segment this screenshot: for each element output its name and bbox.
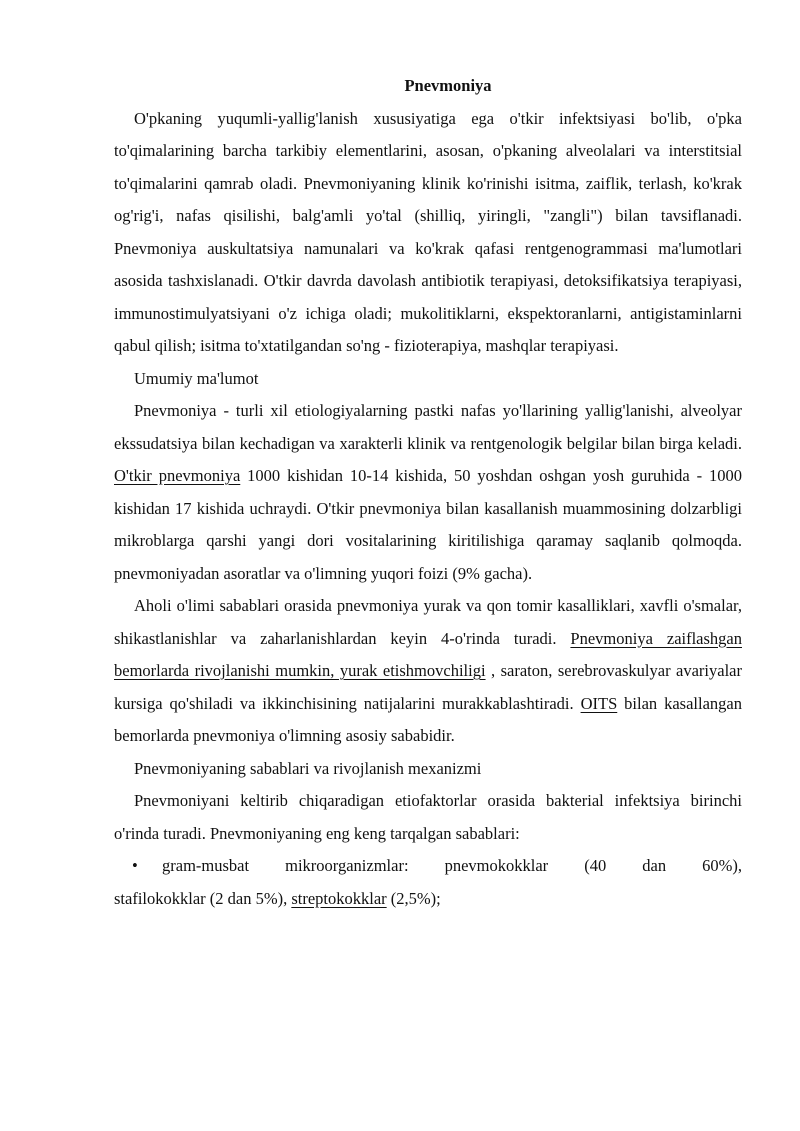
list-item-second-line bbox=[114, 883, 742, 916]
paragraph-general-text-b: 1000 kishidan 10-14 kishida, 50 yoshdan oshgan yosh guruhida - 1000 kishidan 17 kishida uchraydi. O'tkir pnevmoniya bilan kasallanish muammosining dolzarbligi mikroblarga qarshi yangi dori vositalarining kiritilishiga qaramay saqlanib qolmoqda. pnevmoniyadan asoratlar va o'limning yuqori foizi (9% gacha). bbox=[114, 466, 742, 583]
list-item-text-a: gram-musbat mikroorganizmlar: pnevmokokklar (40 dan 60%), bbox=[162, 856, 742, 875]
acute-pneumonia-link[interactable]: O'tkir pnevmoniya bbox=[114, 466, 241, 485]
bullet-icon: • bbox=[132, 856, 138, 875]
paragraph-intro: O'pkaning yuqumli-yallig'lanish xususiyatiga ega o'tkir infektsiyasi bo'lib, o'pka to'qimalarining barcha tarkibiy elementlarini, asosan, o'pkaning alveolalari va interstitsial to'qimalarini qamrab oladi. Pnevmoniyaning klinik ko'rinishi isitma, zaiflik, terlash, ko'krak og'rig'i, nafas qisilishi, balg'amli yo'tal (shilliq, yiringli, "zangli") bilan tavsiflanadi. Pnevmoniya auskultatsiya namunalari va ko'krak qafasi rentgenogrammasi ma'lumotlari asosida tashxislanadi. O'tkir davrda davolash antibiotik terapiyasi, detoksifikatsiya terapiyasi, immunostimulyatsiyani o'z ichiga oladi; mukolitiklarni, ekspektoranlarni, antigistaminlarni qabul qilish; isitma to'xtatilgandan so'ng - fizioterapiya, mashqlar terapiyasi. bbox=[114, 108, 742, 355]
list-item bbox=[114, 850, 742, 915]
page-title: Pnevmoniya bbox=[404, 76, 492, 95]
heart-failure-link[interactable]: Pnevmoniya zaiflashgan bemorlarda rivojlanishi mumkin, yurak etishmovchiligi bbox=[114, 628, 742, 680]
aids-link[interactable]: OITS bbox=[580, 693, 618, 713]
paragraph-general-text-a: Pnevmoniya - turli xil etiologiyalarning pastki nafas yo'llarining yallig'lanishi, alveolyar ekssudatsiya bilan kechadigan va xarakterli klinik va rentgenologik belgilar bilan birga keladi. bbox=[114, 401, 742, 453]
list-item-text-c: (2,5%); bbox=[386, 888, 441, 908]
list-item-first-line bbox=[114, 850, 742, 883]
paragraph-mortality-text-a: Aholi o'limi sabablari orasida pnevmoniya yurak va qon tomir kasalliklari, xavfli o'smalar, shikastlanishlar va zaharlanishlardan keyin 4-o'rinda turadi. bbox=[114, 596, 742, 648]
paragraph-general bbox=[114, 395, 742, 590]
list-item-text-b: stafilokokklar (2 dan 5%), bbox=[114, 888, 292, 908]
paragraph-causes: Pnevmoniyani keltirib chiqaradigan etiofaktorlar orasida bakterial infektsiya birinchi o'rinda turadi. Pnevmoniyaning eng keng tarqalgan sabablari: bbox=[114, 791, 742, 843]
paragraph-mortality-text-c: bilan kasallangan bemorlarda pnevmoniya o'limning asosiy sababidir. bbox=[114, 693, 742, 745]
paragraph-mortality bbox=[114, 590, 742, 753]
section-heading-causes: Pnevmoniyaning sabablari va rivojlanish mexanizmi bbox=[134, 758, 482, 778]
section-heading-general: Umumiy ma'lumot bbox=[134, 368, 259, 388]
document-page bbox=[114, 70, 742, 915]
streptococci-link[interactable]: streptokokklar bbox=[291, 888, 387, 908]
paragraph-mortality-text-b: , saraton, serebrovaskulyar avariyalar kursiga qo'shiladi va ikkinchisining natijalarini murakkablashtiradi. bbox=[114, 661, 742, 713]
